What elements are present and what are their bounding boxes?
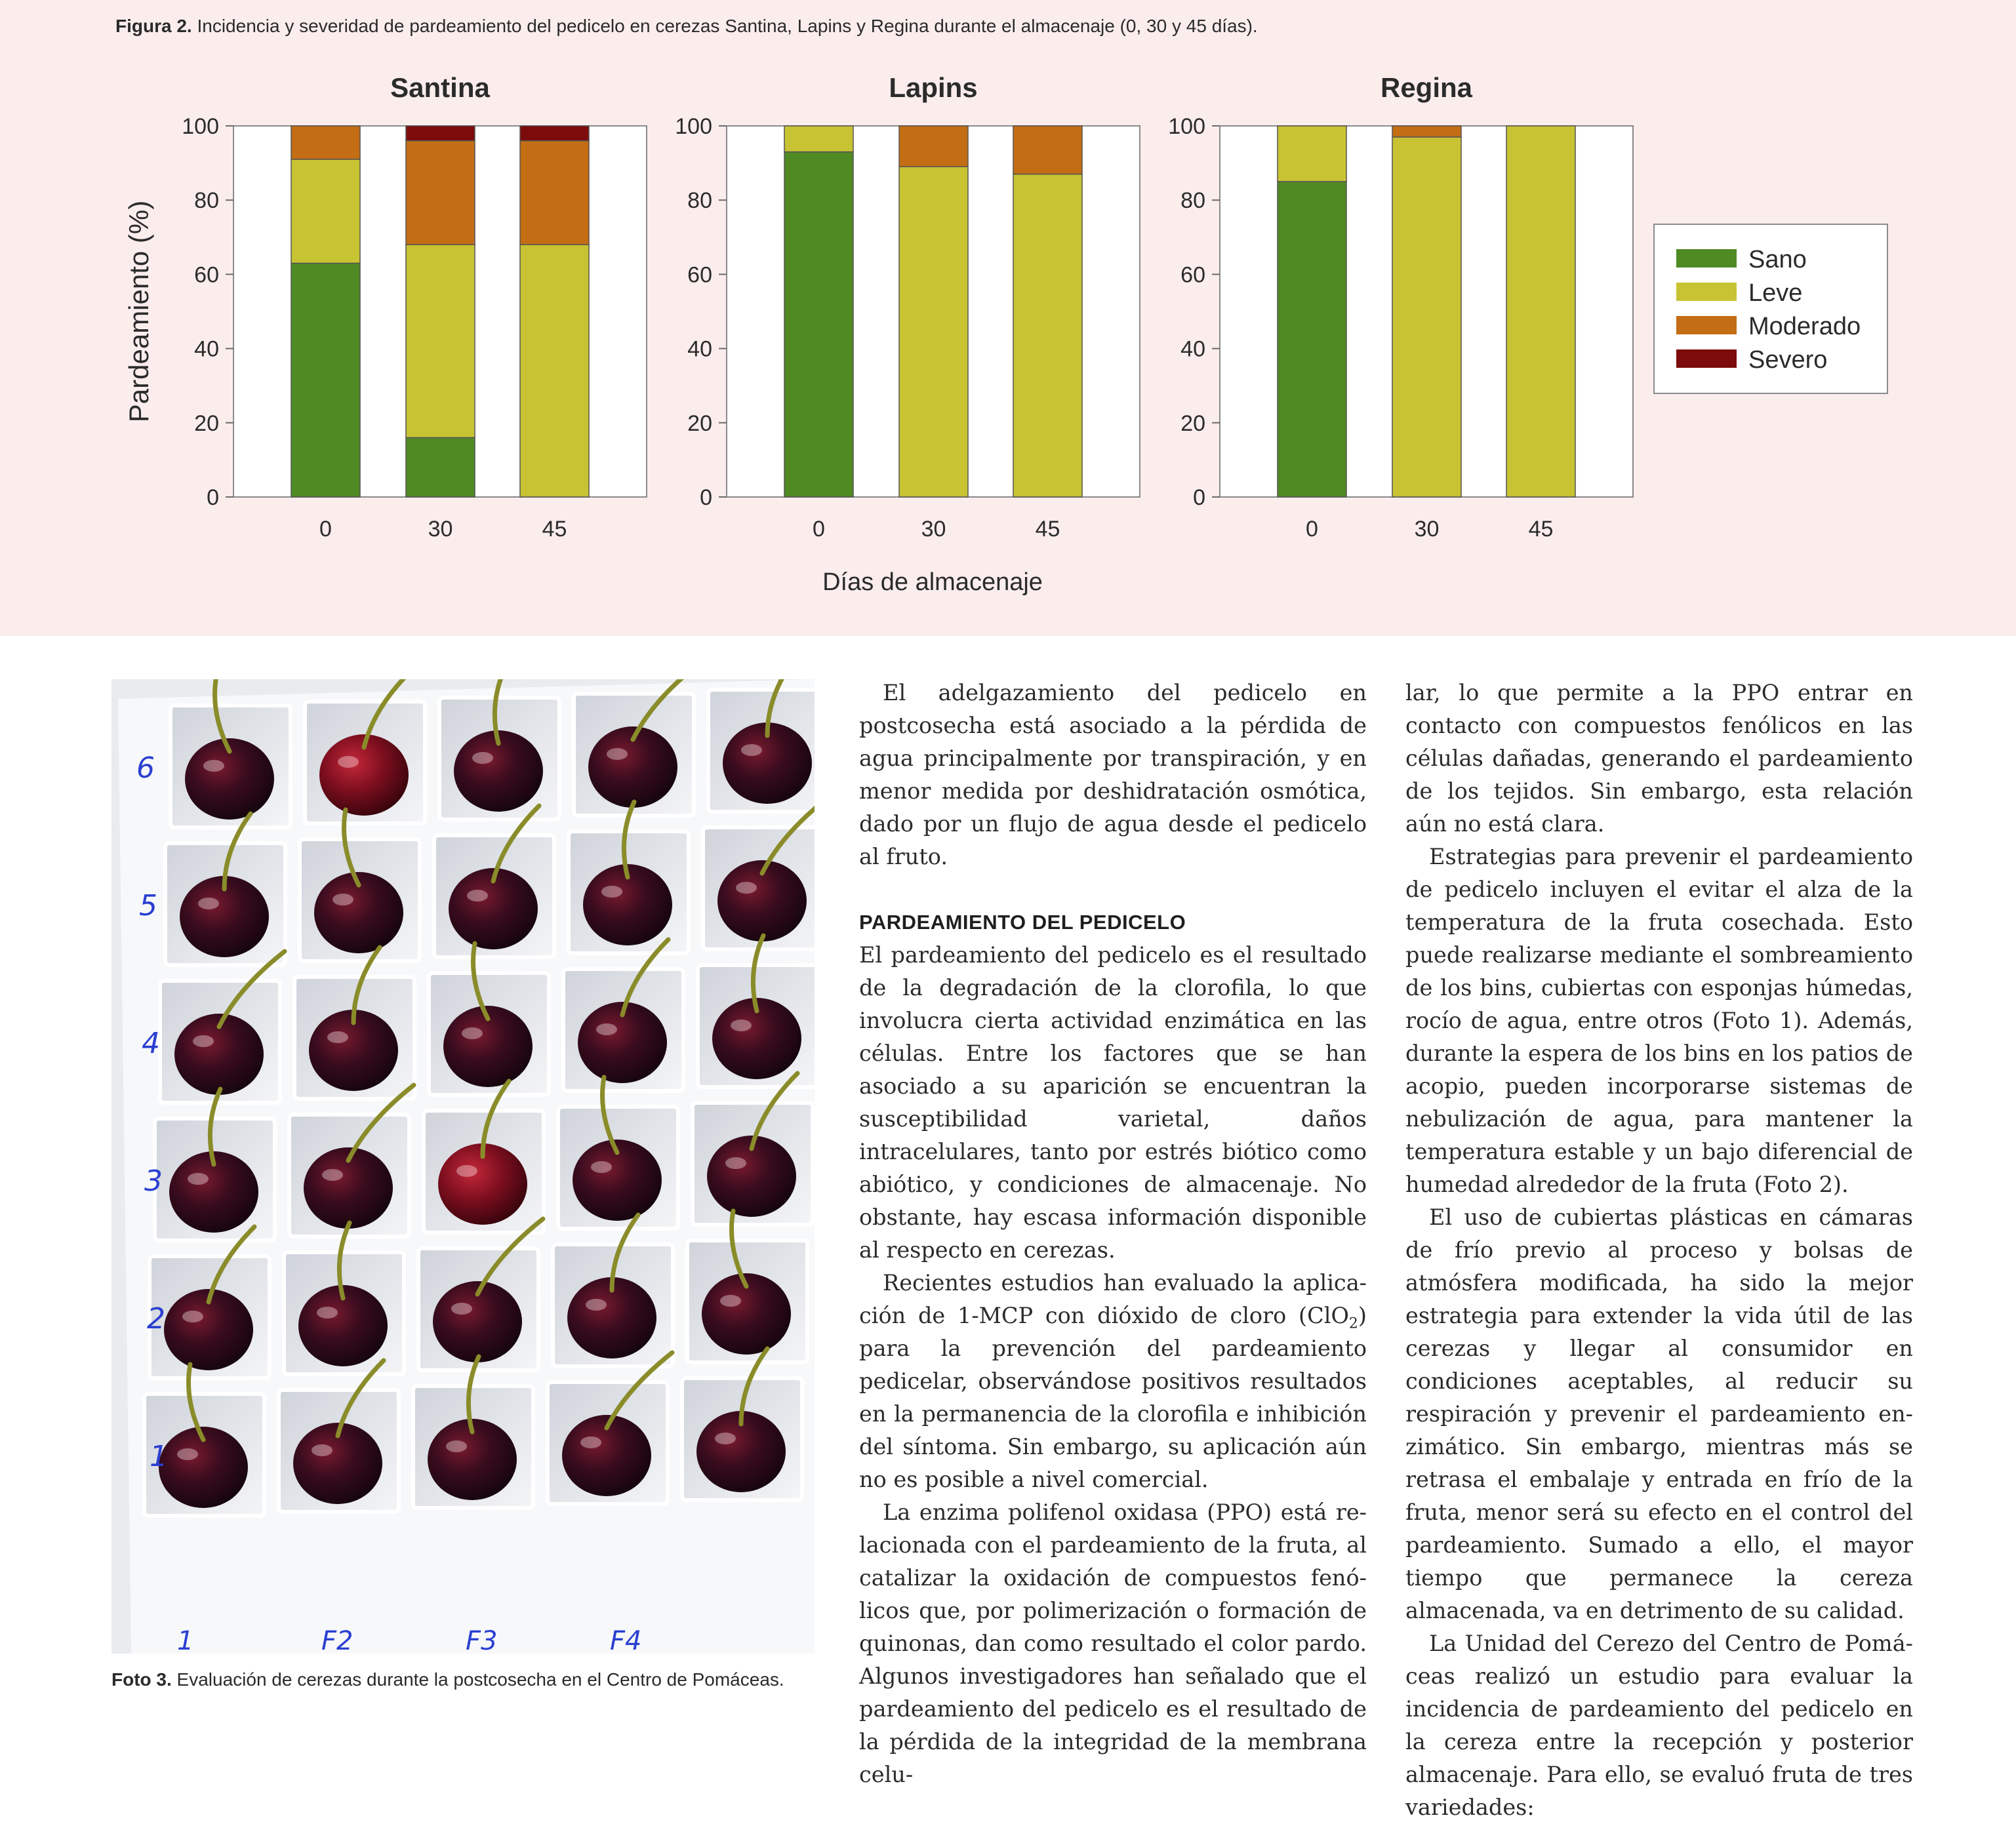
- paragraph-text: Recientes estudios han evaluado la aplicación de 1-MCP con dióxido de cloro (ClO: [859, 1270, 1367, 1328]
- cherry-highlight: [731, 1020, 752, 1031]
- y-tick-label: 60: [1180, 262, 1205, 288]
- y-tick-label: 40: [1180, 336, 1205, 362]
- y-tick-label: 0: [700, 485, 712, 510]
- cherry-highlight: [472, 752, 493, 764]
- y-tick-label: 60: [194, 262, 219, 288]
- x-tick-label: 45: [542, 517, 567, 542]
- figure-caption-label: Figura 2.: [115, 16, 192, 36]
- row-handwritten-mark: 6: [136, 751, 155, 785]
- article-column-right: [1405, 677, 1913, 1824]
- article-paragraph: [859, 1267, 1367, 1496]
- cherry-highlight: [198, 898, 219, 909]
- row-handwritten-mark: 3: [144, 1164, 163, 1198]
- bar-segment-severo: [406, 126, 475, 141]
- article-paragraph: El adelgazamiento del pedicelo en postcosecha está asociado a la pérdida de agua principalmente por transpiración, y en menor medida por deshidratación osmótica, dado por un flujo de agua desde el pedicelo al fruto.: [859, 680, 1367, 869]
- bar-segment-sano: [291, 263, 360, 497]
- article-paragraph: La enzima polifenol oxidasa (PPO) está relacionada con el pardeamiento de la fruta, al catalizar la oxidación de compuestos fenólicos que, por polimerización o formación de quinonas, dan como resultado el color pardo. Algunos investigadores han señalado que el pardeamiento del pedicelo es el resultado de la pérdida de la integridad de la membrana celu-: [859, 1499, 1367, 1787]
- bar-segment-sano: [406, 437, 475, 497]
- cherry-highlight: [193, 1035, 214, 1047]
- cherry-highlight: [601, 886, 622, 898]
- cherry-tray-photo: [111, 679, 815, 1654]
- panel-title: Lapins: [889, 72, 978, 103]
- cherry-highlight: [715, 1433, 736, 1444]
- y-tick-label: 40: [194, 336, 219, 362]
- cherry-highlight: [607, 748, 628, 760]
- y-tick-label: 80: [1180, 188, 1205, 214]
- legend-entry: Leve: [1748, 279, 1803, 307]
- x-tick-label: 30: [1414, 517, 1440, 542]
- x-tick-label: 0: [319, 517, 332, 542]
- legend-entry: Moderado: [1748, 313, 1861, 340]
- cherry-highlight: [586, 1299, 607, 1311]
- paragraph-text: ) para la prevención del pardeamiento pedicelar, observándose positivos resultados en la permanencia de la clorofila e inhibición del síntoma. Sin embargo, su aplicación aún no es posible a nivel comercial.: [859, 1303, 1367, 1492]
- cherry-highlight: [467, 890, 488, 902]
- subscript: 2: [1348, 1315, 1358, 1332]
- cherry-highlight: [327, 1031, 348, 1043]
- article-paragraph: La Unidad del Cerezo del Centro de Pomáceas realizó un estudio para evaluar la incidencia de pardeamiento del pedicelo en la cereza entre la recepción y posterior almacenaje. Para ello, se evaluó fruta de tres variedades:: [1405, 1631, 1913, 1820]
- legend-swatch: [1676, 249, 1737, 268]
- bar-segment-leve: [784, 126, 853, 152]
- column-handwritten-mark: 1: [177, 1626, 194, 1654]
- article-paragraph: El uso de cubiertas plásticas en cámaras de frío previo al proceso y bolsas de atmósfera modificada, ha sido la mejor estrategia para extender la vida útil de las cerezas y llegar al consumidor en condiciones aceptables, al reducir su respiración y prevenir el pardeamiento enzimático. Sin embargo, mientras más se retrasa el embalaje y entrada en frío de la fruta, menor será su efecto en el control del pardeamiento. Sumado a ello, el mayor tiempo que permanece la cereza almacenada, va en detrimento de su calidad.: [1405, 1204, 1913, 1623]
- column-handwritten-mark: F2: [321, 1626, 353, 1654]
- section-heading: PARDEAMIENTO DEL PEDICELO: [859, 911, 1186, 934]
- bar-segment-leve: [1506, 126, 1575, 497]
- x-tick-label: 0: [1306, 517, 1318, 542]
- cherry-highlight: [720, 1295, 741, 1307]
- cherry-highlight: [725, 1157, 746, 1169]
- stacked-bar-chart: [0, 0, 2016, 636]
- cherry-highlight: [188, 1173, 209, 1185]
- bar-segment-moderado: [520, 141, 589, 245]
- bar-segment-severo: [520, 126, 589, 141]
- article-column-left: [859, 677, 1367, 1791]
- y-tick-label: 80: [687, 188, 712, 214]
- x-tick-label: 45: [1528, 517, 1554, 542]
- column-handwritten-mark: F4: [610, 1626, 642, 1654]
- bar-segment-moderado: [1392, 126, 1461, 137]
- cherry-highlight: [741, 744, 762, 756]
- figure-caption-text: Incidencia y severidad de pardeamiento del pedicelo en cerezas Santina, Lapins y Regina durante el almacenaje (0, 30 y 45 días).: [192, 16, 1258, 36]
- y-tick-label: 40: [687, 336, 712, 362]
- y-tick-label: 0: [1193, 485, 1205, 510]
- bar-segment-sano: [784, 152, 853, 497]
- x-tick-label: 30: [428, 517, 453, 542]
- photo-caption-label: Foto 3.: [111, 1669, 172, 1690]
- cherry-highlight: [451, 1303, 472, 1315]
- x-tick-label: 45: [1035, 517, 1060, 542]
- panel-title: Regina: [1380, 72, 1473, 103]
- cherry-highlight: [322, 1169, 343, 1181]
- bar-segment-leve: [291, 159, 360, 263]
- y-tick-label: 0: [207, 485, 219, 510]
- bar-segment-moderado: [406, 141, 475, 245]
- bar-segment-moderado: [899, 126, 968, 167]
- y-tick-label: 100: [182, 114, 219, 139]
- y-tick-label: 20: [194, 410, 219, 436]
- photo-caption: [111, 1669, 833, 1690]
- row-handwritten-mark: 5: [139, 889, 157, 922]
- y-axis-label: Pardeamiento (%): [123, 200, 154, 423]
- bar-segment-leve: [1278, 126, 1346, 182]
- bar-segment-moderado: [1013, 126, 1082, 174]
- bar-segment-leve: [520, 245, 589, 497]
- cherry-highlight: [462, 1027, 483, 1039]
- legend-swatch: [1676, 349, 1737, 368]
- bar-segment-moderado: [291, 126, 360, 159]
- article-paragraph: lar, lo que permite a la PPO entrar en contacto con compuestos fenólicos en las células dañadas, generando el pardeamiento de los tejidos. Sin embargo, esta relación aún no está clara.: [1405, 680, 1913, 837]
- y-tick-label: 80: [194, 188, 219, 214]
- bar-segment-leve: [406, 245, 475, 437]
- y-tick-label: 100: [1168, 114, 1205, 139]
- cherry-highlight: [338, 756, 359, 768]
- cherry-highlight: [317, 1307, 338, 1318]
- photo-caption-text: Evaluación de cerezas durante la postcosecha en el Centro de Pomáceas.: [171, 1669, 784, 1690]
- cherry-highlight: [312, 1444, 333, 1456]
- y-tick-label: 20: [687, 410, 712, 436]
- column-handwritten-mark: F3: [466, 1626, 498, 1654]
- x-tick-label: 30: [921, 517, 946, 542]
- x-tick-label: 0: [813, 517, 825, 542]
- bar-segment-sano: [1278, 182, 1346, 497]
- legend-entry: Severo: [1748, 346, 1828, 374]
- cherry-highlight: [596, 1023, 617, 1035]
- legend-swatch: [1676, 316, 1737, 334]
- cherry-highlight: [580, 1437, 601, 1448]
- cherry-highlight: [333, 894, 353, 905]
- article-paragraph: El pardeamiento del pedicelo es el resultado de la degradación de la clorofila, lo que involucra cierta actividad enzimática en las células. Entre los factores que se han asociado a su aparición se encuentran la susceptibilidad varietal, daños intracelulares, tanto por estrés biótico como abiótico, y condiciones de almacenaje. No obstante, hay escasa información disponible al respecto en cerezas.: [859, 942, 1367, 1263]
- row-handwritten-mark: 2: [147, 1302, 165, 1336]
- bar-segment-leve: [1392, 137, 1461, 497]
- cherry-highlight: [203, 760, 224, 772]
- bar-segment-leve: [1013, 174, 1082, 497]
- y-tick-label: 20: [1180, 410, 1205, 436]
- legend-swatch: [1676, 283, 1737, 301]
- cherry-highlight: [591, 1161, 612, 1173]
- cherry-highlight: [177, 1448, 198, 1460]
- article-paragraph: Estrategias para prevenir el pardeamiento de pedicelo incluyen el evitar el alza de la temperatura de la fruta cosechada. Esto puede realizarse mediante el sombreamiento de los bins, cubiertas con esponjas húmedas, rocío de agua, entre otros (Foto 1). Además, durante la espera de los bins en los patios de acopio, pueden incorporarse sistemas de nebulización de agua, para mantener la temperatura estable y un bajo diferencial de humedad alrededor de la fruta (Foto 2).: [1405, 844, 1913, 1197]
- x-axis-label: Días de almacenaje: [822, 568, 1043, 596]
- legend-entry: Sano: [1748, 246, 1807, 273]
- cherry-highlight: [446, 1440, 467, 1452]
- row-handwritten-mark: 1: [150, 1440, 168, 1473]
- y-tick-label: 100: [675, 114, 712, 139]
- row-handwritten-mark: 4: [142, 1027, 160, 1060]
- bar-segment-leve: [899, 167, 968, 497]
- cherry-highlight: [736, 882, 757, 894]
- cherry-highlight: [456, 1165, 477, 1177]
- panel-title: Santina: [390, 72, 490, 103]
- cherry-highlight: [182, 1311, 203, 1322]
- y-tick-label: 60: [687, 262, 712, 288]
